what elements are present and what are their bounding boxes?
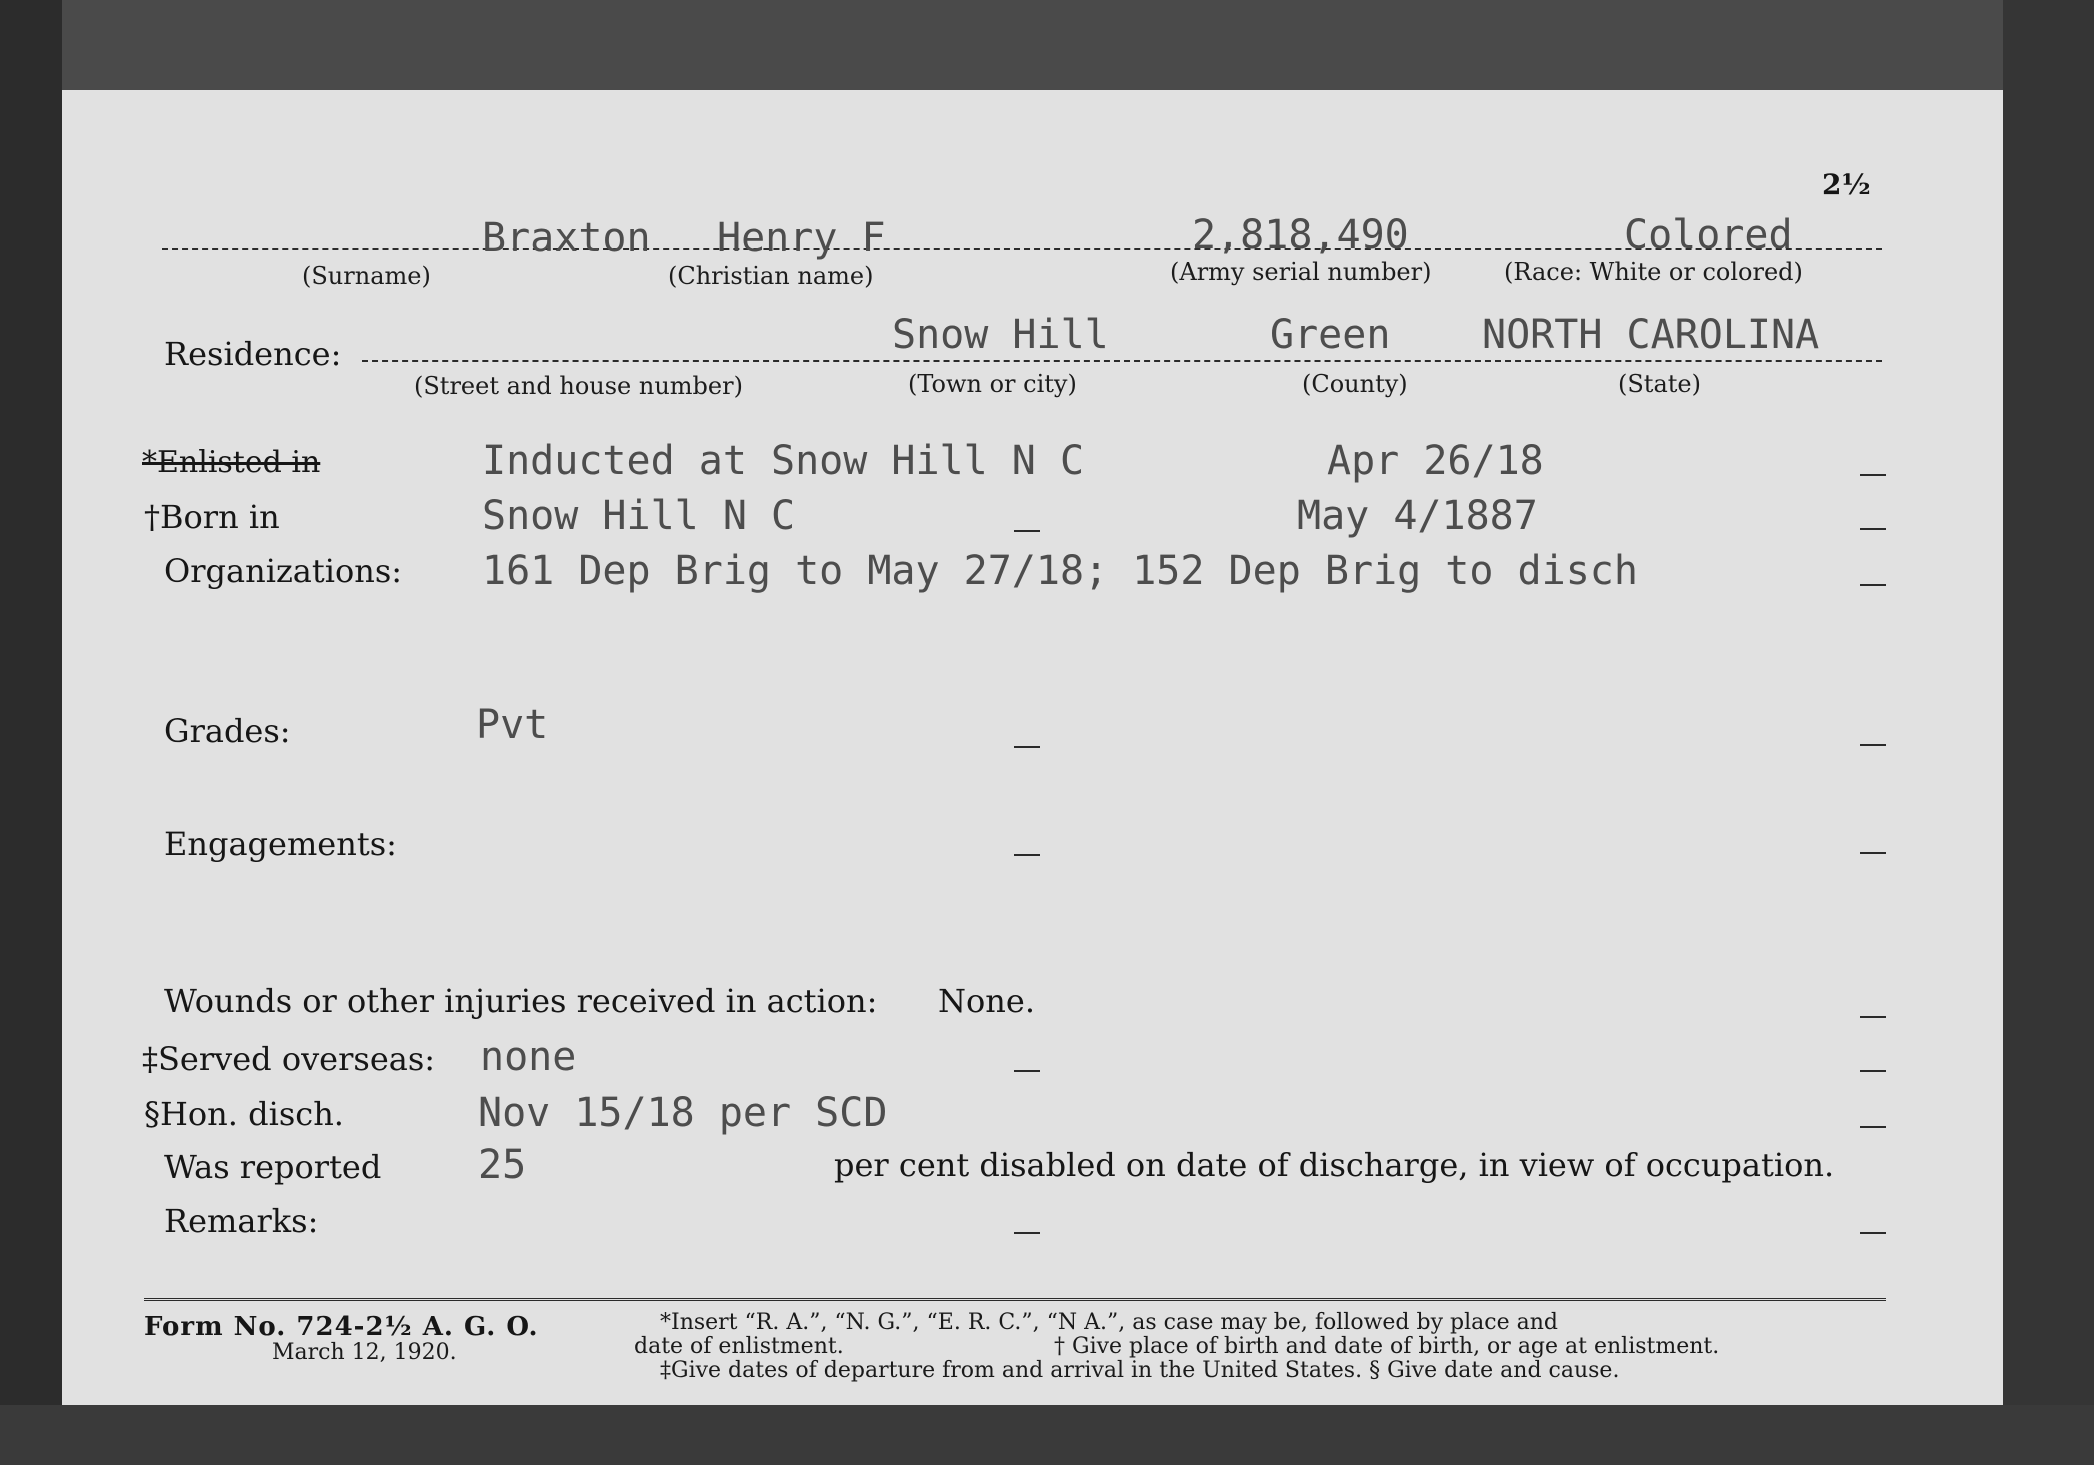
race-caption: (Race: White or colored) <box>1504 258 1803 286</box>
county-caption: (County) <box>1302 370 1408 398</box>
wounds-value: None. <box>938 982 1035 1020</box>
wounds-end-mark <box>1860 1016 1886 1018</box>
scanner-background-bottom <box>0 1405 2094 1465</box>
footnote-overseas: ‡Give dates of departure from and arrival in the United States. § Give date and cause. <box>660 1358 1620 1383</box>
reported-label: Was reported <box>164 1148 382 1186</box>
engagements-label: Engagements: <box>164 825 397 863</box>
remarks-end-mark <box>1860 1232 1886 1234</box>
organizations-label: Organizations: <box>164 552 403 590</box>
scanner-background-top <box>0 0 2094 90</box>
state-caption: (State) <box>1618 370 1701 398</box>
discharge-label: §Hon. disch. <box>144 1095 344 1133</box>
footnote-enlisted: *Insert “R. A.”, “N. G.”, “E. R. C.”, “N A.”, as case may be, followed by place and <box>660 1310 1558 1335</box>
grades-value: Pvt <box>476 702 549 748</box>
residence-line <box>362 360 1882 362</box>
residence-label: Residence: <box>164 335 342 373</box>
overseas-end-mark <box>1860 1070 1886 1072</box>
scanner-background-right <box>2003 0 2094 1465</box>
serial-number-value: 2,818,490 <box>1192 212 1409 258</box>
corner-number: 2½ <box>1822 168 1871 201</box>
reported-suffix: per cent disabled on date of discharge, in view of occupation. <box>834 1146 1835 1184</box>
grades-end-mark <box>1860 744 1886 746</box>
born-mid-mark <box>1014 530 1040 532</box>
enlisted-end-mark <box>1860 474 1886 476</box>
residence-town: Snow Hill <box>892 312 1109 358</box>
discharge-end-mark <box>1860 1126 1886 1128</box>
form-number: Form No. 724-2½ A. G. O. <box>144 1312 539 1342</box>
engagements-mid-mark <box>1014 854 1040 856</box>
residence-state: NORTH CAROLINA <box>1482 312 1820 358</box>
enlisted-label: *Enlisted in <box>142 445 321 480</box>
overseas-label: ‡Served overseas: <box>142 1040 436 1078</box>
footer-rule <box>144 1298 1886 1301</box>
serial-number-caption: (Army serial number) <box>1170 258 1432 286</box>
residence-county: Green <box>1270 312 1391 358</box>
enlisted-date: Apr 26/18 <box>1327 438 1544 484</box>
born-end-mark <box>1860 528 1886 530</box>
grades-label: Grades: <box>164 712 291 750</box>
footnote-enlisted-cont: date of enlistment. <box>634 1334 844 1359</box>
remarks-mid-mark <box>1014 1232 1040 1234</box>
scanner-background-left <box>0 0 62 1465</box>
town-caption: (Town or city) <box>908 370 1077 398</box>
form-date: March 12, 1920. <box>272 1340 457 1365</box>
organizations-value: 161 Dep Brig to May 27/18; 152 Dep Brig to disch <box>482 548 1638 594</box>
christian-name-caption: (Christian name) <box>668 262 874 290</box>
overseas-value: none <box>480 1034 577 1080</box>
born-date: May 4/1887 <box>1297 493 1538 539</box>
street-caption: (Street and house number) <box>414 372 743 400</box>
born-value: Snow Hill N C <box>482 493 796 539</box>
surname-caption: (Surname) <box>302 262 431 290</box>
engagements-end-mark <box>1860 852 1886 854</box>
reported-value: 25 <box>478 1142 527 1188</box>
grades-mid-mark <box>1014 746 1040 748</box>
overseas-mid-mark <box>1014 1070 1040 1072</box>
footnote-born: † Give place of birth and date of birth, or age at enlistment. <box>1054 1334 1720 1359</box>
christian-name-value: Henry F <box>717 215 886 261</box>
remarks-label: Remarks: <box>164 1202 319 1240</box>
wounds-label: Wounds or other injuries received in action: <box>164 982 878 1020</box>
enlisted-value: Inducted at Snow Hill N C <box>482 438 1085 484</box>
discharge-value: Nov 15/18 per SCD <box>478 1090 888 1136</box>
organizations-end-mark <box>1860 584 1886 586</box>
surname-value: Braxton <box>482 215 651 261</box>
race-value: Colored <box>1624 212 1793 258</box>
service-record-card <box>62 90 2003 1405</box>
born-label: †Born in <box>144 498 280 536</box>
